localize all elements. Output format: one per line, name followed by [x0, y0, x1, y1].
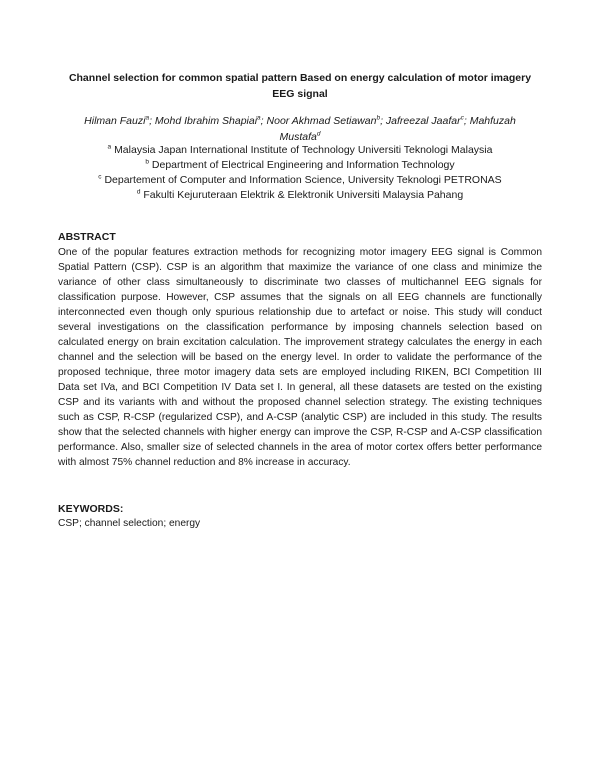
author-affiliation-mark: a: [145, 114, 150, 122]
author-affiliation-mark: b: [376, 114, 381, 122]
title-line-2: EEG signal: [272, 88, 328, 100]
abstract-body: One of the popular features extraction methods for recognizing motor imagery EEG signal is Common Spatial Pattern (CSP). CSP is an algorithm that maximize the variance of one class and minimize the variance of other class simultaneously to discriminate two classes of multichannel EEG signals for classification purpose. However, CSP assumes that the signals on all EEG channels are functionally interconnected even though only spurious relationship due to artefact or noise. This study will conduct several investigations on the classification performance by imposing channels selection based on calculated energy on brain excitation calculation. The improvement strategy calculates the energy in each channel and the selection will be based on the energy level. In order to validate the performance of the proposed technique, three motor imagery data sets are employed including RIKEN, BCI Competition III Data set IVa, and BCI Competition IV Data set I. In general, all these datasets are tested on the existing CSP and its variants with and without the proposed channel selection strategy. The existing techniques such as CSP, R-CSP (regularized CSP), and A-CSP (analytic CSP) are included in this study. The results show that the selected channels with higher energy can improve the CSP, R-CSP and A-CSP classification performance. Also, smaller size of selected channels in the area of motor cortex offers better performance with almost 75% channel reduction and 8% increase in accuracy.: [58, 247, 542, 468]
affiliation-line: [60, 173, 540, 188]
affiliation-text: Fakulti Kejuruteraan Elektrik & Elektronik Universiti Malaysia Pahang: [143, 189, 464, 201]
affiliation-mark: b: [145, 158, 149, 166]
paper-title: [60, 70, 540, 102]
title-line-1: Channel selection for common spatial pattern Based on energy calculation of motor imagery: [68, 72, 532, 84]
author-list: [70, 113, 530, 145]
author-name: Noor Akhmad Setiawan: [266, 115, 377, 127]
author-affiliation-mark: a: [257, 114, 261, 122]
affiliation-mark: d: [136, 188, 141, 196]
affiliation-line: [60, 188, 540, 203]
author-affiliation-mark: c: [460, 114, 464, 122]
affiliation-mark: c: [98, 173, 102, 181]
affiliation-text: Departement of Computer and Information Science, University Teknologi PETRONAS: [104, 174, 502, 186]
keywords-body: CSP; channel selection; energy: [58, 518, 201, 529]
abstract-heading: ABSTRACT: [58, 231, 116, 243]
author-separator: ;: [380, 115, 386, 127]
author-name: Mohd Ibrahim Shapiai: [154, 115, 258, 127]
author-separator: ;: [463, 115, 470, 127]
author-separator: ;: [149, 115, 155, 127]
author-name: Hilman Fauzi: [84, 115, 146, 127]
author-separator: ;: [260, 115, 267, 127]
affiliation-line: [60, 143, 540, 158]
affiliation-mark: a: [107, 143, 112, 151]
affiliation-line: [60, 158, 540, 173]
keywords-heading: KEYWORDS:: [58, 503, 124, 515]
affiliation-text: Malaysia Japan International Institute of Technology Universiti Teknologi Malaysia: [114, 144, 493, 156]
author-name: Jafreezal Jaafar: [385, 115, 461, 127]
author-name: Mahfuzah Mustafa: [279, 115, 516, 143]
author-affiliation-mark: d: [316, 130, 321, 138]
affiliation-text: Department of Electrical Engineering and Information Technology: [151, 159, 455, 171]
affiliation-list: [60, 143, 540, 203]
